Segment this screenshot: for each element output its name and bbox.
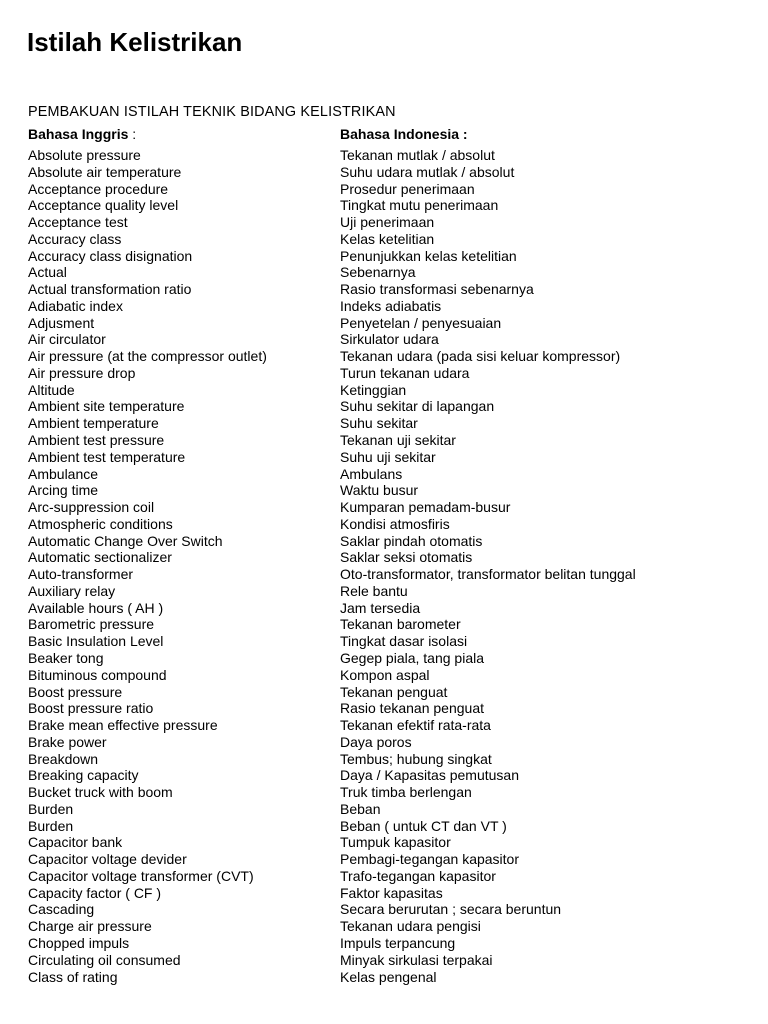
term-english: Burden	[28, 800, 74, 817]
term-indonesian: Daya / Kapasitas pemutusan	[340, 767, 519, 784]
term-indonesian: Tekanan uji sekitar	[340, 432, 456, 449]
term-row	[0, 281, 768, 298]
term-english: Arcing time	[28, 482, 99, 499]
term-indonesian: Kelas pengenal	[340, 968, 437, 985]
term-indonesian: Tekanan efektif rata-rata	[340, 717, 491, 734]
term-row	[0, 667, 768, 684]
term-indonesian: Penyetelan / penyesuaian	[340, 314, 502, 331]
term-indonesian: Penunjukkan kelas ketelitian	[340, 247, 517, 264]
term-indonesian: Rasio transformasi sebenarnya	[340, 281, 534, 298]
term-english: Boost pressure	[28, 683, 123, 700]
term-indonesian: Oto-transformator, transformator belitan tunggal	[340, 566, 636, 583]
term-english: Acceptance procedure	[28, 180, 169, 197]
term-english: Circulating oil consumed	[28, 951, 181, 968]
term-row	[0, 734, 768, 751]
term-row	[0, 482, 768, 499]
term-row	[0, 449, 768, 466]
term-english: Beaker tong	[28, 649, 104, 666]
term-english: Capacitor voltage devider	[28, 851, 187, 868]
term-english: Arc-suppression coil	[28, 499, 155, 516]
term-english: Adjusment	[28, 314, 95, 331]
term-indonesian: Tekanan udara pengisi	[340, 918, 481, 935]
term-indonesian: Pembagi-tegangan kapasitor	[340, 851, 520, 868]
term-row	[0, 600, 768, 617]
term-row	[0, 700, 768, 717]
term-row	[0, 432, 768, 449]
term-row	[0, 181, 768, 198]
term-indonesian: Faktor kapasitas	[340, 884, 443, 901]
term-english: Capacitor bank	[28, 834, 123, 851]
term-indonesian: Saklar seksi otomatis	[340, 549, 473, 566]
term-indonesian: Tekanan penguat	[340, 683, 448, 700]
term-row	[0, 197, 768, 214]
term-row	[0, 901, 768, 918]
term-english: Ambulance	[28, 465, 99, 482]
term-english: Breakdown	[28, 750, 99, 767]
term-indonesian: Suhu sekitar di lapangan	[340, 398, 495, 415]
term-indonesian: Kelas ketelitian	[340, 230, 435, 247]
term-english: Ambient temperature	[28, 415, 159, 432]
term-row	[0, 834, 768, 851]
term-row	[0, 315, 768, 332]
term-row	[0, 767, 768, 784]
term-indonesian: Uji penerimaan	[340, 214, 435, 231]
term-english: Capacity factor ( CF )	[28, 884, 162, 901]
term-list	[0, 147, 768, 985]
term-row	[0, 952, 768, 969]
term-row	[0, 818, 768, 835]
term-indonesian: Suhu udara mutlak / absolut	[340, 163, 515, 180]
term-english: Breaking capacity	[28, 767, 139, 784]
term-english: Air pressure (at the compressor outlet)	[28, 348, 267, 365]
term-row	[0, 298, 768, 315]
term-indonesian: Tembus; hubung singkat	[340, 750, 492, 767]
term-english: Chopped impuls	[28, 934, 130, 951]
term-row	[0, 264, 768, 281]
term-english: Bucket truck with boom	[28, 784, 173, 801]
term-english: Ambient test temperature	[28, 448, 186, 465]
term-english: Automatic sectionalizer	[28, 549, 172, 566]
term-row	[0, 935, 768, 952]
term-row	[0, 868, 768, 885]
term-indonesian: Ambulans	[340, 465, 403, 482]
term-row	[0, 466, 768, 483]
column-header-english	[28, 126, 136, 142]
term-english: Air circulator	[28, 331, 106, 348]
term-indonesian: Rele bantu	[340, 582, 408, 599]
term-english: Altitude	[28, 381, 75, 398]
term-indonesian: Beban ( untuk CT dan VT )	[340, 817, 507, 834]
term-english: Acceptance test	[28, 214, 128, 231]
term-row	[0, 583, 768, 600]
term-english: Boost pressure ratio	[28, 700, 154, 717]
term-english: Actual	[28, 264, 67, 281]
term-english: Air pressure drop	[28, 364, 136, 381]
term-row	[0, 851, 768, 868]
term-row	[0, 784, 768, 801]
term-english: Ambient site temperature	[28, 398, 185, 415]
term-row	[0, 248, 768, 265]
term-indonesian: Suhu uji sekitar	[340, 448, 436, 465]
term-english: Accuracy class	[28, 230, 122, 247]
term-row	[0, 801, 768, 818]
term-row	[0, 549, 768, 566]
document-subtitle: PEMBAKUAN ISTILAH TEKNIK BIDANG KELISTRIKAN	[28, 104, 396, 120]
term-indonesian: Beban	[340, 800, 381, 817]
term-indonesian: Kumparan pemadam-busur	[340, 499, 511, 516]
term-row	[0, 499, 768, 516]
term-indonesian: Waktu busur	[340, 482, 419, 499]
term-english: Absolute pressure	[28, 147, 141, 163]
term-english: Atmospheric conditions	[28, 515, 173, 532]
term-english: Capacitor voltage transformer (CVT)	[28, 867, 254, 884]
term-indonesian: Kompon aspal	[340, 666, 430, 683]
term-english: Ambient test pressure	[28, 432, 165, 449]
term-indonesian: Kondisi atmosfiris	[340, 515, 450, 532]
term-indonesian: Tingkat dasar isolasi	[340, 633, 468, 650]
term-row	[0, 650, 768, 667]
term-row	[0, 415, 768, 432]
term-row	[0, 516, 768, 533]
term-indonesian: Gegep piala, tang piala	[340, 649, 484, 666]
term-english: Accuracy class disignation	[28, 247, 193, 264]
term-row	[0, 918, 768, 935]
term-row	[0, 365, 768, 382]
term-english: Class of rating	[28, 968, 118, 985]
term-row	[0, 684, 768, 701]
term-english: Automatic Change Over Switch	[28, 532, 223, 549]
term-indonesian: Trafo-tegangan kapasitor	[340, 867, 496, 884]
term-english: Brake mean effective pressure	[28, 717, 218, 734]
term-row	[0, 147, 768, 164]
term-english: Basic Insulation Level	[28, 633, 164, 650]
term-indonesian: Prosedur penerimaan	[340, 180, 475, 197]
term-row	[0, 331, 768, 348]
term-english: Actual transformation ratio	[28, 281, 192, 298]
term-row	[0, 717, 768, 734]
term-indonesian: Sebenarnya	[340, 264, 416, 281]
term-row	[0, 348, 768, 365]
term-row	[0, 969, 768, 986]
term-english: Barometric pressure	[28, 616, 155, 633]
term-english: Auxiliary relay	[28, 582, 116, 599]
term-english: Brake power	[28, 733, 107, 750]
term-english: Absolute air temperature	[28, 163, 182, 180]
term-indonesian: Indeks adiabatis	[340, 297, 442, 314]
term-row	[0, 751, 768, 768]
term-english: Acceptance quality level	[28, 197, 179, 214]
term-indonesian: Sirkulator udara	[340, 331, 439, 348]
term-indonesian: Ketinggian	[340, 381, 407, 398]
column-header-english-suffix: :	[128, 126, 137, 142]
term-row	[0, 382, 768, 399]
term-indonesian: Tekanan barometer	[340, 616, 461, 633]
term-row	[0, 231, 768, 248]
term-indonesian: Truk timba berlengan	[340, 784, 472, 801]
term-indonesian: Tumpuk kapasitor	[340, 834, 451, 851]
term-indonesian: Daya poros	[340, 733, 412, 750]
term-row	[0, 616, 768, 633]
term-indonesian: Tekanan udara (pada sisi keluar kompressor)	[340, 348, 621, 365]
term-row	[0, 164, 768, 181]
term-indonesian: Tekanan mutlak / absolut	[340, 147, 495, 163]
term-english: Burden	[28, 817, 74, 834]
term-row	[0, 566, 768, 583]
term-row	[0, 533, 768, 550]
term-indonesian: Secara berurutan ; secara beruntun	[340, 901, 562, 918]
term-row	[0, 633, 768, 650]
term-row	[0, 398, 768, 415]
term-english: Bituminous compound	[28, 666, 167, 683]
term-english: Charge air pressure	[28, 918, 152, 935]
term-row	[0, 885, 768, 902]
term-indonesian: Rasio tekanan penguat	[340, 700, 484, 717]
term-english: Available hours ( AH )	[28, 599, 164, 616]
page-title: Istilah Kelistrikan	[27, 27, 243, 57]
term-row	[0, 214, 768, 231]
term-english: Adiabatic index	[28, 297, 123, 314]
term-english: Cascading	[28, 901, 95, 918]
term-indonesian: Tingkat mutu penerimaan	[340, 197, 499, 214]
term-indonesian: Saklar pindah otomatis	[340, 532, 483, 549]
term-indonesian: Suhu sekitar	[340, 415, 418, 432]
column-header-indonesian: Bahasa Indonesia :	[340, 126, 468, 142]
term-indonesian: Jam tersedia	[340, 599, 421, 616]
column-header-english-label: Bahasa Inggris	[28, 126, 129, 142]
term-english: Auto-transformer	[28, 566, 134, 583]
term-indonesian: Minyak sirkulasi terpakai	[340, 951, 493, 968]
term-indonesian: Impuls terpancung	[340, 934, 456, 951]
term-indonesian: Turun tekanan udara	[340, 364, 470, 381]
